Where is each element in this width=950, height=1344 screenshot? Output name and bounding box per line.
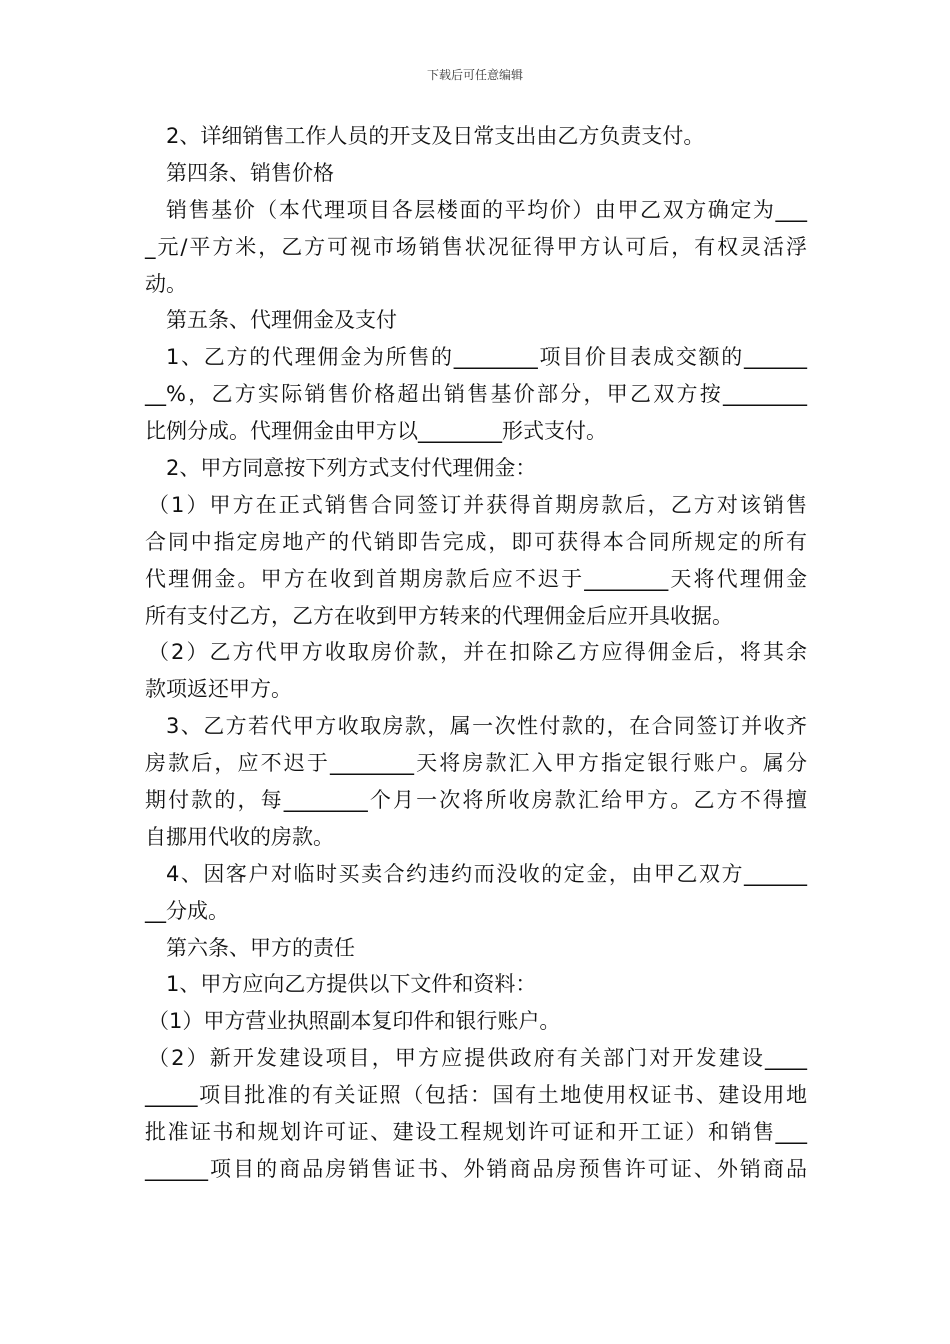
section-heading: 第五条、代理佣金及支付 <box>166 308 397 333</box>
paragraph-line: （2）乙方代甲方收取房价款，并在扣除乙方应得佣金后，将其余 <box>148 640 807 665</box>
paragraph-line: （1）甲方在正式销售合同签订并获得首期房款后，乙方对该销售 <box>148 492 807 517</box>
paragraph-line: 2、详细销售工作人员的开支及日常支出由乙方负责支付。 <box>166 124 705 148</box>
paragraph-line: 4、因客户对临时买卖合约违约而没收的定金，由甲乙双方______ <box>166 861 807 886</box>
paragraph-line: 合同中指定房地产的代销即告完成，即可获得本合同所规定的所有 <box>145 529 807 554</box>
paragraph-line: 2、甲方同意按下列方式支付代理佣金： <box>166 456 537 481</box>
section-heading: 第四条、销售价格 <box>166 160 334 185</box>
paragraph-line: 代理佣金。甲方在收到首期房款后应不迟于________天将代理佣金 <box>145 566 807 591</box>
paragraph-line: 动。 <box>145 271 187 296</box>
paragraph-line: 房款后，应不迟于________天将房款汇入甲方指定银行账户。属分 <box>145 751 807 776</box>
paragraph-line: __%，乙方实际销售价格超出销售基价部分，甲乙双方按________ <box>145 382 807 407</box>
paragraph-line: （1）甲方营业执照副本复印件和银行账户。 <box>148 1009 561 1034</box>
paragraph-line: （2）新开发建设项目，甲方应提供政府有关部门对开发建设____ <box>148 1046 807 1071</box>
paragraph-line: _元/平方米，乙方可视市场销售状况征得甲方认可后，有权灵活浮 <box>145 234 807 259</box>
paragraph-line: 比例分成。代理佣金由甲方以________形式支付。 <box>145 419 607 444</box>
paragraph-line: 1、乙方的代理佣金为所售的________项目价目表成交额的______ <box>166 345 807 370</box>
paragraph-line: 款项返还甲方。 <box>145 677 292 702</box>
paragraph-line: 期付款的，每________个月一次将所收房款汇给甲方。乙方不得擅 <box>145 788 807 813</box>
paragraph-line: 销售基价（本代理项目各层楼面的平均价）由甲乙双方确定为___ <box>166 197 807 222</box>
paragraph-line: 1、甲方应向乙方提供以下文件和资料： <box>166 972 537 997</box>
paragraph-line: ______项目的商品房销售证书、外销商品房预售许可证、外销商品 <box>145 1156 807 1181</box>
paragraph-line: 自挪用代收的房款。 <box>145 824 334 849</box>
paragraph-line: 所有支付乙方，乙方在收到甲方转来的代理佣金后应开具收据。 <box>145 603 733 628</box>
section-heading: 第六条、甲方的责任 <box>166 935 355 960</box>
contract-body <box>145 118 807 1188</box>
paragraph-line: _____项目批准的有关证照（包括：国有土地使用权证书、建设用地 <box>145 1083 807 1108</box>
paragraph-line: 3、乙方若代甲方收取房款，属一次性付款的，在合同签订并收齐 <box>166 714 807 739</box>
page-header: 下载后可任意编辑 <box>426 68 523 82</box>
paragraph-line: 批准证书和规划许可证、建设工程规划许可证和开工证）和销售___ <box>145 1120 807 1145</box>
paragraph-line: __分成。 <box>145 898 229 923</box>
